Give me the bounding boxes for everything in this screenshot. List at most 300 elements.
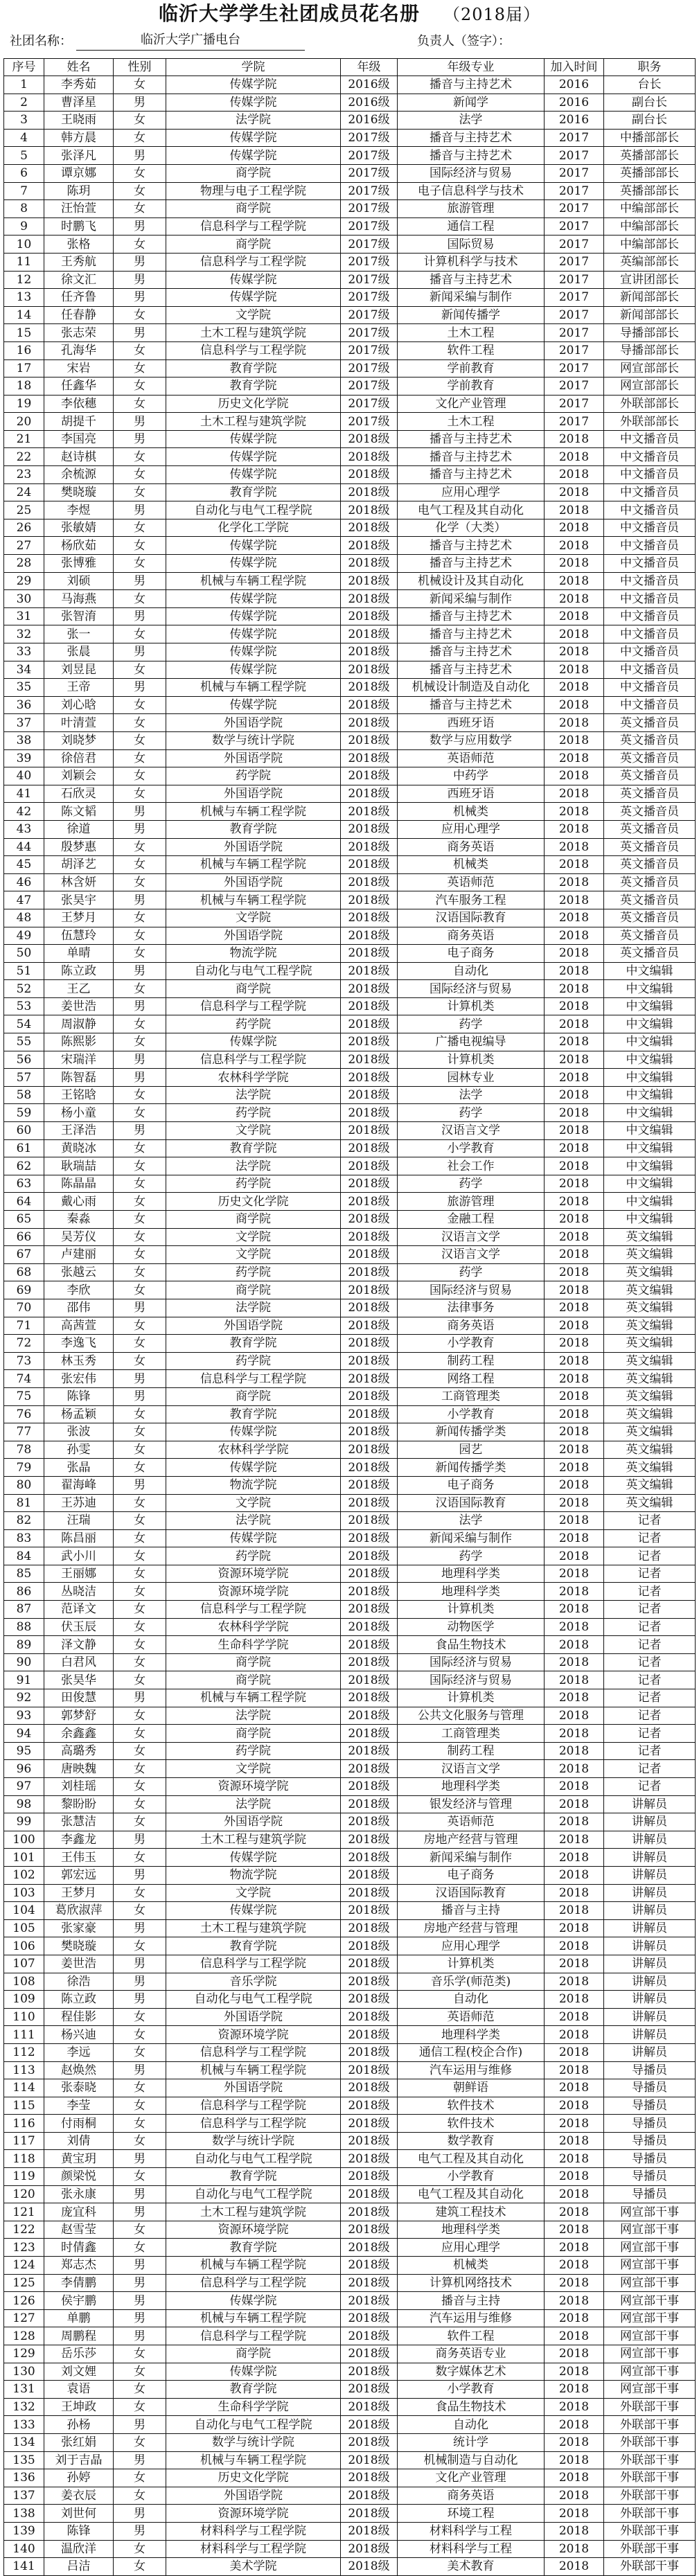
position-cell: 中文播音员 bbox=[604, 625, 696, 643]
major-cell: 汉语言文学 bbox=[398, 1122, 545, 1140]
major-cell: 播音与主持艺术 bbox=[398, 696, 545, 714]
grade-cell: 2018级 bbox=[341, 2097, 398, 2115]
row-number-cell: 99 bbox=[4, 1813, 44, 1831]
major-cell: 播音与主持艺术 bbox=[398, 271, 545, 289]
row-number-cell: 5 bbox=[4, 147, 44, 165]
name-cell: 余鑫鑫 bbox=[44, 1725, 114, 1743]
college-cell: 资源环境学院 bbox=[166, 1778, 341, 1796]
name-cell: 葛欣淑萍 bbox=[44, 1902, 114, 1920]
position-cell: 外联部干事 bbox=[604, 2398, 696, 2416]
join-year-cell: 2018 bbox=[545, 2185, 604, 2203]
grade-cell: 2018级 bbox=[341, 1122, 398, 1140]
major-cell: 药学 bbox=[398, 1263, 545, 1281]
name-cell: 邵伟 bbox=[44, 1299, 114, 1317]
grade-cell: 2018级 bbox=[341, 891, 398, 909]
grade-cell: 2018级 bbox=[341, 643, 398, 661]
college-cell: 商学院 bbox=[166, 1281, 341, 1299]
college-cell: 外国语学院 bbox=[166, 785, 341, 803]
table-row bbox=[4, 1707, 696, 1725]
college-cell: 外国语学院 bbox=[166, 2487, 341, 2505]
row-number-cell: 95 bbox=[4, 1742, 44, 1760]
major-cell: 英语师范 bbox=[398, 2008, 545, 2026]
table-row bbox=[4, 873, 696, 891]
college-cell: 自动化与电气工程学院 bbox=[166, 2416, 341, 2434]
major-cell: 工商管理类 bbox=[398, 1387, 545, 1405]
major-cell: 药学 bbox=[398, 1015, 545, 1033]
table-row bbox=[4, 1902, 696, 1920]
position-cell: 中文播音员 bbox=[604, 555, 696, 573]
name-cell: 刘世何 bbox=[44, 2505, 114, 2523]
major-cell: 数字媒体艺术 bbox=[398, 2363, 545, 2381]
college-cell: 自动化与电气工程学院 bbox=[166, 2150, 341, 2168]
position-cell: 中文编辑 bbox=[604, 1157, 696, 1175]
position-cell: 导播部部长 bbox=[604, 341, 696, 359]
join-year-cell: 2018 bbox=[545, 2292, 604, 2310]
table-row bbox=[4, 200, 696, 218]
grade-cell: 2018级 bbox=[341, 537, 398, 555]
position-cell: 导播员 bbox=[604, 2115, 696, 2133]
major-cell: 园林专业 bbox=[398, 1069, 545, 1087]
row-number-cell: 87 bbox=[4, 1601, 44, 1619]
table-row bbox=[4, 1387, 696, 1405]
join-year-cell: 2018 bbox=[545, 1902, 604, 1920]
member-roster-table bbox=[3, 58, 696, 2576]
row-number-cell: 38 bbox=[4, 731, 44, 749]
gender-cell: 男 bbox=[114, 1973, 166, 1991]
grade-cell: 2018级 bbox=[341, 555, 398, 573]
position-cell: 英播部部长 bbox=[604, 164, 696, 182]
name-cell: 宋瑞洋 bbox=[44, 1051, 114, 1069]
table-row bbox=[4, 164, 696, 182]
gender-cell: 男 bbox=[114, 1122, 166, 1140]
name-cell: 陈玥 bbox=[44, 182, 114, 200]
title-text: 临沂大学学生社团成员花名册 bbox=[158, 2, 420, 25]
table-row bbox=[4, 466, 696, 484]
major-cell: 学前教育 bbox=[398, 359, 545, 377]
grade-cell: 2018级 bbox=[341, 980, 398, 998]
row-number-cell: 121 bbox=[4, 2203, 44, 2221]
join-year-cell: 2017 bbox=[545, 164, 604, 182]
college-cell: 教育学院 bbox=[166, 359, 341, 377]
college-cell: 土木工程与建筑学院 bbox=[166, 1831, 341, 1849]
gender-cell: 女 bbox=[114, 980, 166, 998]
table-row bbox=[4, 1476, 696, 1494]
college-cell: 传媒学院 bbox=[166, 466, 341, 484]
join-year-cell: 2018 bbox=[545, 1476, 604, 1494]
row-number-cell: 111 bbox=[4, 2026, 44, 2044]
position-cell: 记者 bbox=[604, 1547, 696, 1565]
name-cell: 殷梦惠 bbox=[44, 838, 114, 856]
gender-cell: 女 bbox=[114, 767, 166, 785]
join-year-cell: 2018 bbox=[545, 2150, 604, 2168]
row-number-cell: 74 bbox=[4, 1370, 44, 1388]
grade-cell: 2018级 bbox=[341, 2150, 398, 2168]
table-row bbox=[4, 1157, 696, 1175]
major-cell: 计算机类 bbox=[398, 1689, 545, 1707]
name-cell: 时鹏飞 bbox=[44, 217, 114, 236]
join-year-cell: 2018 bbox=[545, 1583, 604, 1601]
name-cell: 丛晓洁 bbox=[44, 1583, 114, 1601]
join-year-cell: 2018 bbox=[545, 1742, 604, 1760]
grade-cell: 2017级 bbox=[341, 253, 398, 271]
name-cell: 杨小童 bbox=[44, 1104, 114, 1122]
join-year-cell: 2017 bbox=[545, 271, 604, 289]
table-row bbox=[4, 1636, 696, 1654]
gender-cell: 男 bbox=[114, 1919, 166, 1937]
major-cell: 机械制造与自动化 bbox=[398, 2451, 545, 2469]
table-row bbox=[4, 2433, 696, 2451]
college-cell: 资源环境学院 bbox=[166, 2221, 341, 2239]
grade-cell: 2018级 bbox=[341, 1512, 398, 1530]
college-cell: 传媒学院 bbox=[166, 1033, 341, 1051]
name-cell: 吕洁 bbox=[44, 2558, 114, 2576]
join-year-cell: 2018 bbox=[545, 2416, 604, 2434]
college-cell: 自动化与电气工程学院 bbox=[166, 1991, 341, 2009]
table-row bbox=[4, 2292, 696, 2310]
major-cell: 化学（大类） bbox=[398, 519, 545, 537]
grade-cell: 2018级 bbox=[341, 820, 398, 838]
row-number-cell: 65 bbox=[4, 1211, 44, 1229]
join-year-cell: 2018 bbox=[545, 2398, 604, 2416]
gender-cell: 女 bbox=[114, 1015, 166, 1033]
name-cell: 刘桂瑶 bbox=[44, 1778, 114, 1796]
table-row bbox=[4, 1689, 696, 1707]
grade-cell: 2018级 bbox=[341, 2292, 398, 2310]
gender-cell: 女 bbox=[114, 1405, 166, 1423]
grade-cell: 2018级 bbox=[341, 2558, 398, 2576]
join-year-cell: 2018 bbox=[545, 1937, 604, 1955]
grade-cell: 2018级 bbox=[341, 696, 398, 714]
college-cell: 资源环境学院 bbox=[166, 2026, 341, 2044]
major-cell: 播音与主持艺术 bbox=[398, 555, 545, 573]
row-number-cell: 108 bbox=[4, 1973, 44, 1991]
major-cell: 播音与主持艺术 bbox=[398, 466, 545, 484]
gender-cell: 男 bbox=[114, 1831, 166, 1849]
grade-cell: 2018级 bbox=[341, 2132, 398, 2150]
table-row bbox=[4, 1281, 696, 1299]
row-number-cell: 83 bbox=[4, 1529, 44, 1547]
college-cell: 信息科学与工程学院 bbox=[166, 1051, 341, 1069]
row-number-cell: 91 bbox=[4, 1671, 44, 1689]
position-cell: 中文播音员 bbox=[604, 643, 696, 661]
row-number-cell: 97 bbox=[4, 1778, 44, 1796]
grade-cell: 2018级 bbox=[341, 1352, 398, 1370]
major-cell: 商务英语 bbox=[398, 1317, 545, 1335]
position-cell: 中文播音员 bbox=[604, 430, 696, 448]
major-cell: 软件工程 bbox=[398, 341, 545, 359]
row-number-cell: 1 bbox=[4, 76, 44, 94]
manager-signature-label: 负责人（签字）： bbox=[417, 34, 511, 48]
grade-cell: 2018级 bbox=[341, 2469, 398, 2487]
gender-cell: 男 bbox=[114, 217, 166, 236]
grade-cell: 2018级 bbox=[341, 749, 398, 767]
row-number-cell: 133 bbox=[4, 2416, 44, 2434]
gender-cell: 女 bbox=[114, 2221, 166, 2239]
gender-cell: 女 bbox=[114, 1760, 166, 1778]
position-cell: 导播员 bbox=[604, 2097, 696, 2115]
join-year-cell: 2018 bbox=[545, 2540, 604, 2558]
gender-cell: 女 bbox=[114, 873, 166, 891]
name-cell: 石欣灵 bbox=[44, 785, 114, 803]
college-cell: 物流学院 bbox=[166, 1476, 341, 1494]
join-year-cell: 2018 bbox=[545, 1281, 604, 1299]
join-year-cell: 2018 bbox=[545, 2132, 604, 2150]
college-cell: 传媒学院 bbox=[166, 2292, 341, 2310]
gender-cell: 女 bbox=[114, 1742, 166, 1760]
join-year-cell: 2018 bbox=[545, 1601, 604, 1619]
major-cell: 国际经济与贸易 bbox=[398, 1671, 545, 1689]
table-row bbox=[4, 1069, 696, 1087]
gender-cell: 女 bbox=[114, 1529, 166, 1547]
table-row bbox=[4, 803, 696, 821]
college-cell: 信息科学与工程学院 bbox=[166, 1601, 341, 1619]
join-year-cell: 2017 bbox=[545, 341, 604, 359]
position-cell: 讲解员 bbox=[604, 1884, 696, 1902]
college-cell: 传媒学院 bbox=[166, 625, 341, 643]
row-number-cell: 94 bbox=[4, 1725, 44, 1743]
position-cell: 英文编辑 bbox=[604, 1459, 696, 1477]
row-number-cell: 4 bbox=[4, 129, 44, 147]
name-cell: 卢建丽 bbox=[44, 1246, 114, 1264]
gender-cell: 女 bbox=[114, 341, 166, 359]
grade-cell: 2018级 bbox=[341, 2079, 398, 2097]
position-cell: 英文播音员 bbox=[604, 838, 696, 856]
table-row bbox=[4, 1884, 696, 1902]
college-cell: 音乐学院 bbox=[166, 1973, 341, 1991]
join-year-cell: 2018 bbox=[545, 873, 604, 891]
join-year-cell: 2018 bbox=[545, 2008, 604, 2026]
table-row bbox=[4, 147, 696, 165]
grade-cell: 2018级 bbox=[341, 1299, 398, 1317]
row-number-cell: 45 bbox=[4, 856, 44, 874]
join-year-cell: 2018 bbox=[545, 1405, 604, 1423]
college-cell: 传媒学院 bbox=[166, 696, 341, 714]
name-cell: 赵雪莹 bbox=[44, 2221, 114, 2239]
grade-cell: 2018级 bbox=[341, 1760, 398, 1778]
position-cell: 中文编辑 bbox=[604, 980, 696, 998]
name-cell: 张宏伟 bbox=[44, 1370, 114, 1388]
gender-cell: 女 bbox=[114, 555, 166, 573]
gender-cell: 女 bbox=[114, 714, 166, 732]
major-cell: 自动化 bbox=[398, 1991, 545, 2009]
name-cell: 李鑫龙 bbox=[44, 1831, 114, 1849]
major-cell: 新闻传播学类 bbox=[398, 1459, 545, 1477]
row-number-cell: 44 bbox=[4, 838, 44, 856]
join-year-cell: 2017 bbox=[545, 324, 604, 342]
join-year-cell: 2017 bbox=[545, 182, 604, 200]
gender-cell: 女 bbox=[114, 1352, 166, 1370]
grade-cell: 2018级 bbox=[341, 767, 398, 785]
grade-cell: 2018级 bbox=[341, 2327, 398, 2345]
row-number-cell: 123 bbox=[4, 2239, 44, 2257]
major-cell: 播音与主持 bbox=[398, 2292, 545, 2310]
college-cell: 传媒学院 bbox=[166, 1423, 341, 1441]
row-number-cell: 80 bbox=[4, 1476, 44, 1494]
name-cell: 岳乐莎 bbox=[44, 2345, 114, 2363]
table-row bbox=[4, 1725, 696, 1743]
gender-cell: 女 bbox=[114, 2008, 166, 2026]
college-cell: 传媒学院 bbox=[166, 271, 341, 289]
position-cell: 记者 bbox=[604, 1689, 696, 1707]
join-year-cell: 2018 bbox=[545, 2487, 604, 2505]
table-row bbox=[4, 2469, 696, 2487]
name-cell: 郭宏远 bbox=[44, 1866, 114, 1884]
row-number-cell: 21 bbox=[4, 430, 44, 448]
table-row bbox=[4, 820, 696, 838]
name-cell: 樊晓璇 bbox=[44, 483, 114, 501]
row-number-cell: 42 bbox=[4, 803, 44, 821]
join-year-cell: 2018 bbox=[545, 927, 604, 945]
gender-cell: 女 bbox=[114, 2398, 166, 2416]
name-cell: 宋岩 bbox=[44, 359, 114, 377]
table-row bbox=[4, 1866, 696, 1884]
grade-cell: 2018级 bbox=[341, 1051, 398, 1069]
table-row bbox=[4, 2132, 696, 2150]
gender-cell: 男 bbox=[114, 2505, 166, 2523]
name-cell: 陈文韬 bbox=[44, 803, 114, 821]
join-year-cell: 2018 bbox=[545, 945, 604, 963]
row-number-cell: 88 bbox=[4, 1618, 44, 1636]
join-year-cell: 2018 bbox=[545, 1547, 604, 1565]
table-row bbox=[4, 519, 696, 537]
gender-cell: 女 bbox=[114, 1246, 166, 1264]
table-row bbox=[4, 696, 696, 714]
join-year-cell: 2017 bbox=[545, 253, 604, 271]
college-cell: 资源环境学院 bbox=[166, 1565, 341, 1583]
position-cell: 宣讲团部长 bbox=[604, 271, 696, 289]
row-number-cell: 59 bbox=[4, 1104, 44, 1122]
name-cell: 刘颖会 bbox=[44, 767, 114, 785]
name-cell: 张志荣 bbox=[44, 324, 114, 342]
join-year-cell: 2018 bbox=[545, 1689, 604, 1707]
major-cell: 统计学 bbox=[398, 2433, 545, 2451]
row-number-cell: 70 bbox=[4, 1299, 44, 1317]
row-number-cell: 81 bbox=[4, 1494, 44, 1512]
major-cell: 国际经济与贸易 bbox=[398, 1281, 545, 1299]
gender-cell: 女 bbox=[114, 1512, 166, 1530]
grade-cell: 2018级 bbox=[341, 945, 398, 963]
major-cell: 电气工程及其自动化 bbox=[398, 2150, 545, 2168]
join-year-cell: 2018 bbox=[545, 1015, 604, 1033]
name-cell: 林玉秀 bbox=[44, 1352, 114, 1370]
college-cell: 农林科学学院 bbox=[166, 1069, 341, 1087]
table-row bbox=[4, 1246, 696, 1264]
gender-cell: 男 bbox=[114, 1991, 166, 2009]
join-year-cell: 2018 bbox=[545, 1387, 604, 1405]
row-number-cell: 136 bbox=[4, 2469, 44, 2487]
join-year-cell: 2018 bbox=[545, 2522, 604, 2540]
row-number-cell: 63 bbox=[4, 1175, 44, 1193]
join-year-cell: 2018 bbox=[545, 1139, 604, 1157]
major-cell: 地理科学类 bbox=[398, 2221, 545, 2239]
position-cell: 英文编辑 bbox=[604, 1228, 696, 1246]
grade-cell: 2018级 bbox=[341, 1476, 398, 1494]
row-number-cell: 86 bbox=[4, 1583, 44, 1601]
major-cell: 汉语言文学 bbox=[398, 1228, 545, 1246]
table-row bbox=[4, 2203, 696, 2221]
grade-cell: 2018级 bbox=[341, 2345, 398, 2363]
gender-cell: 女 bbox=[114, 1441, 166, 1459]
college-cell: 传媒学院 bbox=[166, 661, 341, 679]
position-cell: 记者 bbox=[604, 1707, 696, 1725]
join-year-cell: 2017 bbox=[545, 200, 604, 218]
position-cell: 副台长 bbox=[604, 112, 696, 130]
major-cell: 软件技术 bbox=[398, 2115, 545, 2133]
join-year-cell: 2018 bbox=[545, 1725, 604, 1743]
table-row bbox=[4, 1991, 696, 2009]
name-cell: 张永康 bbox=[44, 2185, 114, 2203]
row-number-cell: 16 bbox=[4, 341, 44, 359]
college-cell: 物流学院 bbox=[166, 1866, 341, 1884]
grade-cell: 2018级 bbox=[341, 1033, 398, 1051]
gender-cell: 女 bbox=[114, 1157, 166, 1175]
table-row bbox=[4, 1955, 696, 1973]
row-number-cell: 57 bbox=[4, 1069, 44, 1087]
name-cell: 李国亮 bbox=[44, 430, 114, 448]
join-year-cell: 2018 bbox=[545, 537, 604, 555]
join-year-cell: 2018 bbox=[545, 1175, 604, 1193]
join-year-cell: 2018 bbox=[545, 2257, 604, 2275]
table-row bbox=[4, 2150, 696, 2168]
position-cell: 英文播音员 bbox=[604, 945, 696, 963]
position-cell: 英文播音员 bbox=[604, 749, 696, 767]
grade-cell: 2018级 bbox=[341, 2061, 398, 2079]
table-row bbox=[4, 395, 696, 413]
position-cell: 网宣部干事 bbox=[604, 2221, 696, 2239]
join-year-cell: 2018 bbox=[545, 661, 604, 679]
join-year-cell: 2018 bbox=[545, 1636, 604, 1654]
position-cell: 中文编辑 bbox=[604, 1015, 696, 1033]
row-number-cell: 96 bbox=[4, 1760, 44, 1778]
major-cell: 播音与主持艺术 bbox=[398, 76, 545, 94]
gender-cell: 女 bbox=[114, 129, 166, 147]
table-row bbox=[4, 1459, 696, 1477]
major-cell: 药学 bbox=[398, 1175, 545, 1193]
join-year-cell: 2018 bbox=[545, 2345, 604, 2363]
name-cell: 武小川 bbox=[44, 1547, 114, 1565]
gender-cell: 女 bbox=[114, 466, 166, 484]
name-cell: 泽文静 bbox=[44, 1636, 114, 1654]
major-cell: 播音与主持艺术 bbox=[398, 607, 545, 625]
gender-cell: 男 bbox=[114, 2327, 166, 2345]
name-cell: 王晓雨 bbox=[44, 112, 114, 130]
table-row bbox=[4, 997, 696, 1015]
table-row bbox=[4, 501, 696, 519]
college-cell: 外国语学院 bbox=[166, 714, 341, 732]
college-cell: 信息科学与工程学院 bbox=[166, 1370, 341, 1388]
grade-cell: 2018级 bbox=[341, 1317, 398, 1335]
name-cell: 陈熙影 bbox=[44, 1033, 114, 1051]
grade-cell: 2018级 bbox=[341, 1707, 398, 1725]
major-cell: 计算机网络技术 bbox=[398, 2274, 545, 2292]
name-cell: 张格 bbox=[44, 236, 114, 254]
name-cell: 张智淯 bbox=[44, 607, 114, 625]
position-cell: 英文播音员 bbox=[604, 803, 696, 821]
row-number-cell: 24 bbox=[4, 483, 44, 501]
gender-cell: 女 bbox=[114, 2079, 166, 2097]
grade-cell: 2018级 bbox=[341, 1973, 398, 1991]
position-cell: 记者 bbox=[604, 1636, 696, 1654]
grade-cell: 2018级 bbox=[341, 1653, 398, 1671]
major-cell: 制药工程 bbox=[398, 1742, 545, 1760]
major-cell: 计算机类 bbox=[398, 1051, 545, 1069]
join-year-cell: 2017 bbox=[545, 147, 604, 165]
row-number-cell: 64 bbox=[4, 1193, 44, 1211]
grade-cell: 2018级 bbox=[341, 731, 398, 749]
grade-cell: 2018级 bbox=[341, 1547, 398, 1565]
position-cell: 中文编辑 bbox=[604, 1104, 696, 1122]
position-cell: 中文播音员 bbox=[604, 537, 696, 555]
